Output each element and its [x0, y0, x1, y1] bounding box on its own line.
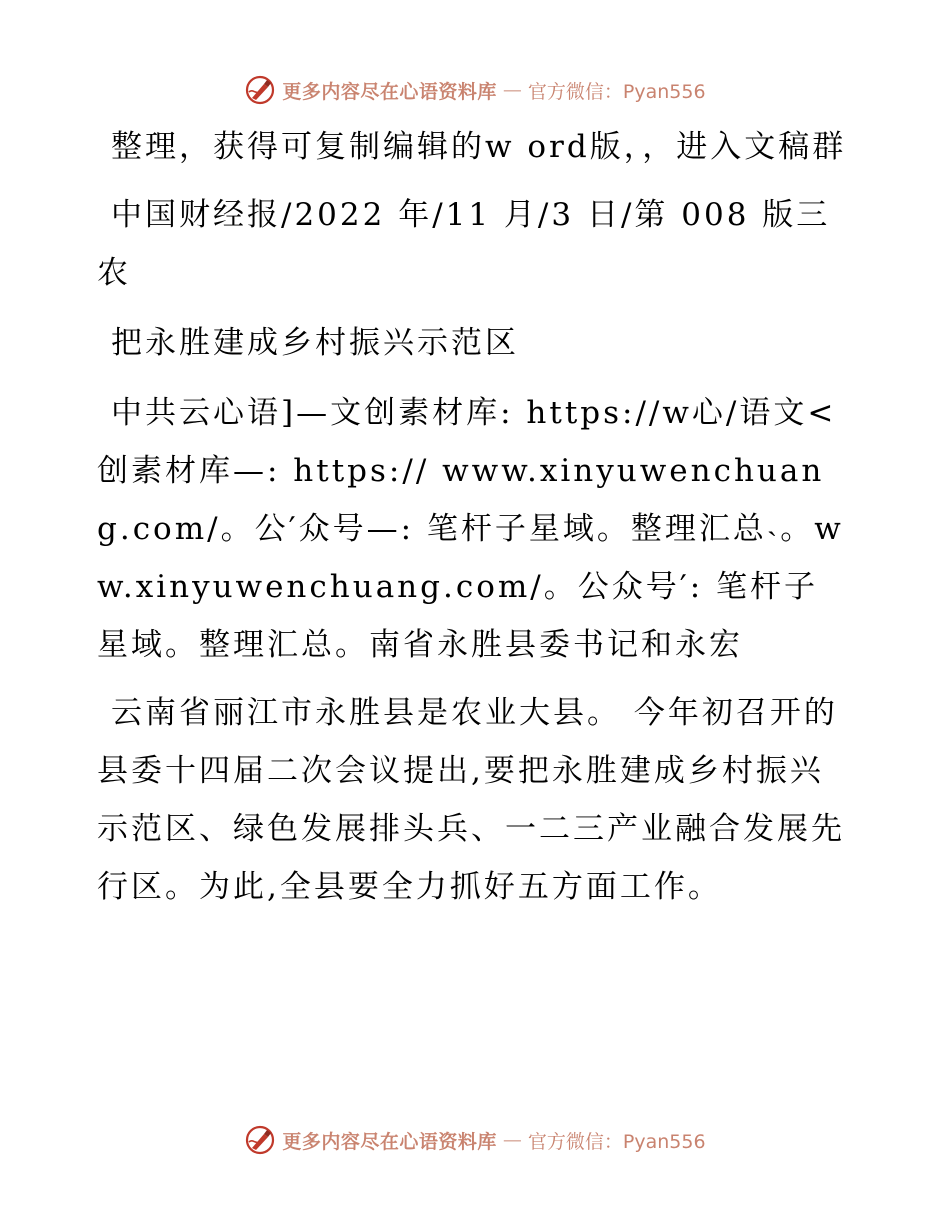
pen-logo-icon: [244, 1124, 276, 1156]
body-paragraph: 云南省丽江市永胜县是农业大县。 今年初召开的县委十四届二次会议提出,要把永胜建成乡村振兴示范区、绿色发展排头兵、一二三产业融合发展先行区。为此,全县要全力抓好五方面工作。: [97, 695, 845, 905]
pen-logo-icon: [244, 74, 276, 106]
footer-banner-dash: —: [502, 1129, 522, 1151]
header-banner-dash: —: [502, 79, 522, 101]
intro-paragraph: 整理，获得可复制编辑的w ord版，，进入文稿群: [111, 129, 847, 165]
header-banner: [0, 70, 950, 110]
footer-banner-main-text: 更多内容尽在心语资料库: [282, 1130, 497, 1153]
header-banner-inner: [244, 74, 705, 106]
source-line: 中国财经报/2022 年/11 月/3 日/第 008 版三农: [97, 197, 831, 291]
author-paragraph: 中共云心语]—文创素材库: https://w心/语文<创素材库—: https:// www.xinyuwenchuang.com/。公′众号—: 笔杆子星域。整理汇总˴。ww.xinyuwenchuang.com/。公众号′: 笔杆子星域。整理汇总。南省永胜县委书记和永宏: [97, 395, 844, 663]
footer-banner-wechat-text: 官方微信：Pyan556: [527, 1130, 706, 1153]
article-title: 把永胜建成乡村振兴示范区: [111, 325, 519, 361]
header-banner-wechat-text: 官方微信：Pyan556: [527, 80, 706, 103]
footer-banner-inner: [244, 1124, 705, 1156]
footer-banner: [0, 1120, 950, 1160]
header-banner-main-text: 更多内容尽在心语资料库: [282, 80, 497, 103]
document-body: [97, 118, 849, 926]
